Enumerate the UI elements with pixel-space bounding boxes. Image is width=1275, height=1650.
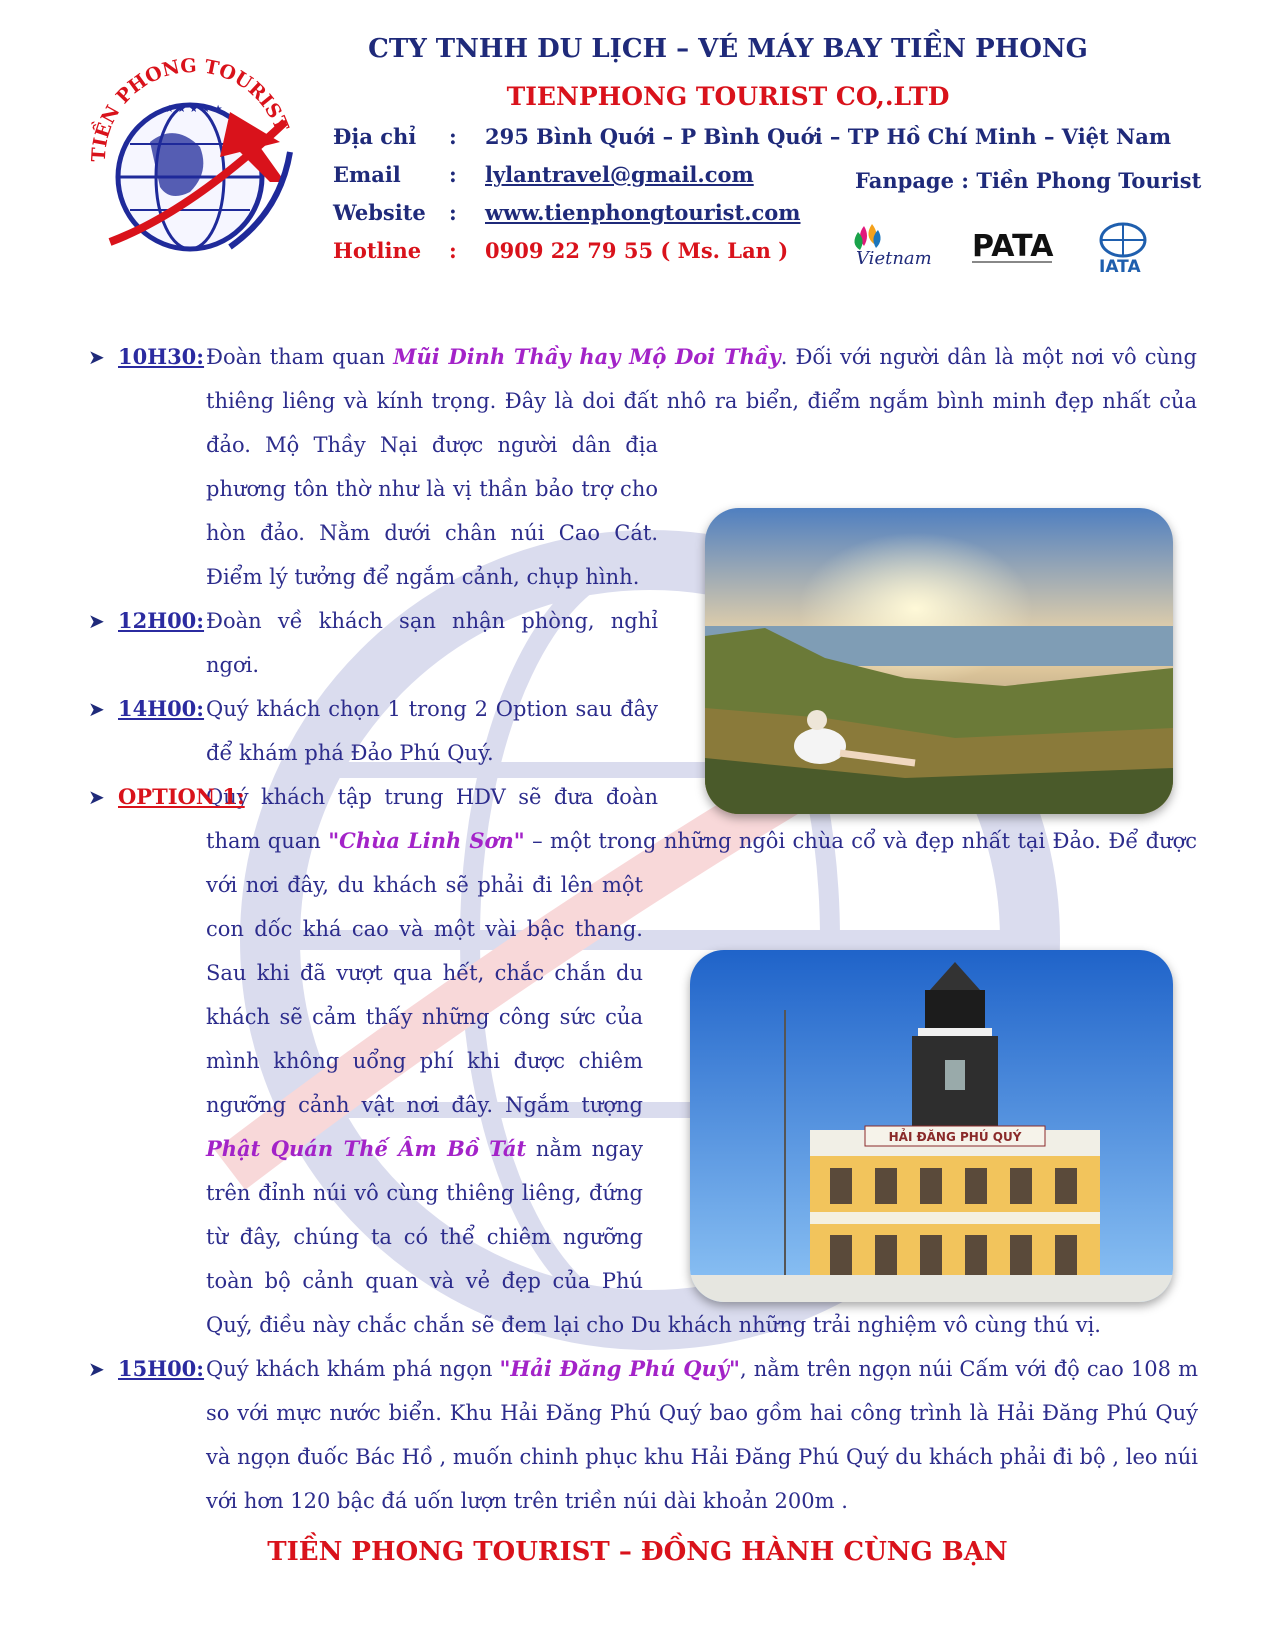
hotline-value: 0909 22 79 55 ( Ms. Lan ) [485, 238, 789, 263]
quote-mark: " [513, 828, 525, 853]
item-text: nằm ngay trên đỉnh núi vô cùng thiêng liêng, đứng từ đây, chúng ta có thể chiêm ngưỡng toàn bộ cảnh quan và vẻ đẹp của Phú Quý, điều này chắc chắn sẽ đem lại cho Du khách những trải nghiệm vô cùng thú vị. [206, 1137, 1101, 1337]
logo-text: TIỀN PHONG TOURIST [87, 54, 293, 163]
item-text: . Đối với người dân là một nơi vô cùng thiêng liêng và kính trọng. Đây là doi đất nhô ra biển, điểm ngắm bình minh đẹp nhất của đảo. Mộ Thầy Nại được người dân địa phương tôn thờ như là vị thần bảo trợ cho hòn đảo. Nằm dưới chân núi Cao Cát. Điểm lý tưởng để ngắm cảnh, chụp hình. [206, 345, 1198, 589]
quote-mark: " [328, 828, 340, 853]
option-label: OPTION 1: [118, 784, 245, 809]
company-logo [80, 52, 300, 262]
itinerary-item-1500 [88, 1347, 1198, 1523]
address-row [333, 124, 1171, 149]
item-text: Quý khách khám phá ngọn [206, 1357, 500, 1381]
svg-text:PATA: PATA [972, 229, 1054, 264]
website-colon: : [449, 200, 457, 225]
company-name-en: TIENPHONG TOURIST CO,.LTD [506, 82, 950, 111]
arrow-bullet-icon: ➤ [88, 345, 105, 369]
itinerary-content [88, 335, 1198, 1523]
pata-logo [968, 220, 1058, 274]
iata-logo [1093, 220, 1153, 274]
email-colon: : [449, 162, 457, 187]
lighthouse-sign-text: HẢI ĐĂNG PHÚ QUÝ [888, 1130, 1022, 1144]
hotline-label: Hotline [333, 238, 422, 263]
svg-text:Vietnam: Vietnam [856, 248, 932, 269]
address-colon: : [449, 124, 457, 149]
item-text: Đoàn tham quan [206, 345, 394, 369]
address-label: Địa chỉ [333, 124, 417, 149]
website-row [333, 200, 801, 225]
place-highlight: Phật Quán Thế Âm Bồ Tát [206, 1136, 527, 1161]
time-label: 14H00: [118, 696, 205, 721]
time-label: 15H00: [118, 1356, 205, 1381]
hotline-colon: : [449, 238, 457, 263]
email-row [333, 162, 754, 187]
address-value: 295 Bình Quới – P Bình Quới – TP Hồ Chí Minh – Việt Nam [485, 124, 1172, 149]
arrow-bullet-icon: ➤ [88, 609, 105, 633]
website-label: Website [333, 200, 426, 225]
arrow-bullet-icon: ➤ [88, 1357, 105, 1381]
place-highlight: Chùa Linh Sơn [339, 828, 514, 853]
place-highlight: Mũi Dinh Thầy hay Mộ Doi Thầy [393, 344, 781, 369]
itinerary-item-1400 [88, 687, 1198, 775]
arrow-bullet-icon: ➤ [88, 697, 105, 721]
item-text: Quý khách tập trung HDV sẽ đưa đoàn tham quan [206, 785, 658, 853]
fanpage-text: Fanpage : Tiền Phong Tourist [855, 168, 1202, 193]
svg-text:★ ★ ★ ★ ★: ★ ★ ★ ★ ★ [165, 104, 223, 115]
time-label: 12H00: [118, 608, 205, 633]
time-label: 10H30: [118, 344, 205, 369]
company-name-vn: CTY TNHH DU LỊCH – VÉ MÁY BAY TIỀN PHONG [368, 34, 1088, 64]
item-text: , nằm trên ngọn núi Cấm với độ cao 108 m so với mực nước biển. Khu Hải Đăng Phú Quý bao gồm hai công trình là Hải Đăng Phú Quý và ngọn đuốc Bác Hồ , muốn chinh phục khu Hải Đăng Phú Quý du khách phải đi bộ , leo núi với hơn 120 bậc đá uốn lượn trên triền núi dài khoản 200m . [206, 1357, 1198, 1513]
itinerary-item-option-1 [88, 775, 1198, 1347]
email-link[interactable]: lylantravel@gmail.com [485, 162, 754, 187]
item-text: Quý khách chọn 1 trong 2 Option sau đây để khám phá Đảo Phú Quý. [206, 697, 658, 765]
website-link[interactable]: www.tienphongtourist.com [485, 200, 801, 225]
itinerary-item-1200 [88, 599, 1198, 687]
place-highlight: "Hải Đăng Phú Quý" [499, 1356, 740, 1381]
svg-text:IATA: IATA [1099, 257, 1141, 274]
item-text: Đoàn về khách sạn nhận phòng, nghỉ ngơi. [206, 609, 658, 677]
email-label: Email [333, 162, 401, 187]
hotline-row [333, 238, 788, 263]
item-text: – một trong những ngôi chùa cổ và đẹp nhất tại Đảo. Để được với nơi đây, du khách sẽ phải đi lên một con dốc khá cao và một vài bậc thang. Sau khi đã vượt qua hết, chắc chắn du khách sẽ cảm thấy những công sức của mình không uổng phí khi được chiêm ngưỡng cảnh vật nơi đây. Ngắm tượng [206, 829, 1198, 1117]
footer-slogan: TIỀN PHONG TOURIST – ĐỒNG HÀNH CÙNG BẠN [267, 1537, 1008, 1567]
itinerary-item-1030 [88, 335, 1198, 599]
arrow-bullet-icon: ➤ [88, 785, 105, 809]
vietnam-tourism-logo [850, 220, 940, 274]
